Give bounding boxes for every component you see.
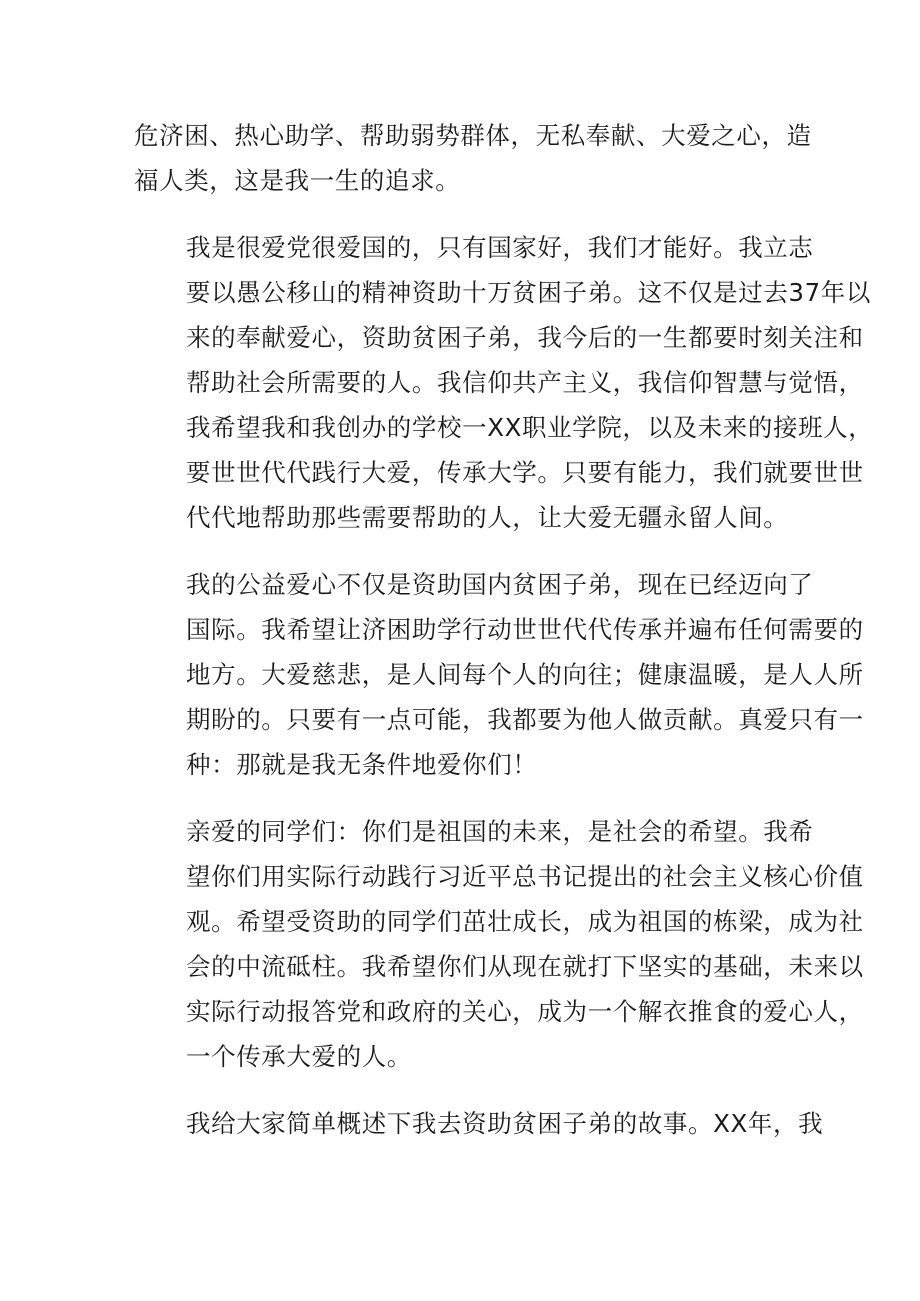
paragraph-3 [134,562,864,787]
text-line: 会的中流砥柱。我希望你们从现在就打下坚实的基础，未来以 [186,952,864,981]
text-line: 我的公益爱心不仅是资助国内贫困子弟，现在已经迈向了 [186,570,814,599]
text-line: 要以愚公移山的精神资助十万贫困子弟。这不仅是过去37年以 [186,278,871,307]
text-line: 要世世代代践行大爱，传承大学。只要有能力，我们就要世世 [186,458,864,487]
text-line: 我希望我和我创办的学校一XX职业学院，以及未来的接班人， [186,413,874,442]
text-line: 危济困、热心助学、帮助弱势群体，无私奉献、大爱之心，造 [134,121,812,150]
text-line: 帮助社会所需要的人。我信仰共产主义，我信仰智慧与觉悟， [186,368,864,397]
document-body [134,113,874,1146]
text-line: 我是很爱党很爱国的，只有国家好，我们才能好。我立志 [186,233,814,262]
text-line: 代代地帮助那些需要帮助的人，让大爱无疆永留人间。 [186,503,789,532]
paragraph-2 [134,225,874,540]
text-line: 我给大家简单概述下我去资助贫困子弟的故事。XX年，我 [186,1109,824,1138]
text-line: 一个传承大爱的人。 [186,1042,412,1071]
text-line: 福人类，这是我一生的追求。 [134,166,461,195]
paragraph-5 [134,1101,824,1146]
text-line: 实际行动报答党和政府的关心，成为一个解衣推食的爱心人， [186,997,864,1026]
text-line: 亲爱的同学们：你们是祖国的未来，是社会的希望。我希 [186,817,814,846]
text-line: 期盼的。只要有一点可能，我都要为他人做贡献。真爱只有一 [186,705,864,734]
paragraph-1 [134,113,812,203]
text-line: 观。希望受资助的同学们茁壮成长，成为祖国的栋梁，成为社 [186,907,864,936]
text-line: 地方。大爱慈悲，是人间每个人的向往；健康温暖，是人人所 [186,660,864,689]
text-line: 国际。我希望让济困助学行动世世代代传承并遍布任何需要的 [186,615,864,644]
text-line: 望你们用实际行动践行习近平总书记提出的社会主义核心价值 [186,862,864,891]
text-line: 种：那就是我无条件地爱你们！ [186,750,538,779]
paragraph-4 [134,809,864,1079]
text-line: 来的奉献爱心，资助贫困子弟，我今后的一生都要时刻关注和 [186,323,864,352]
